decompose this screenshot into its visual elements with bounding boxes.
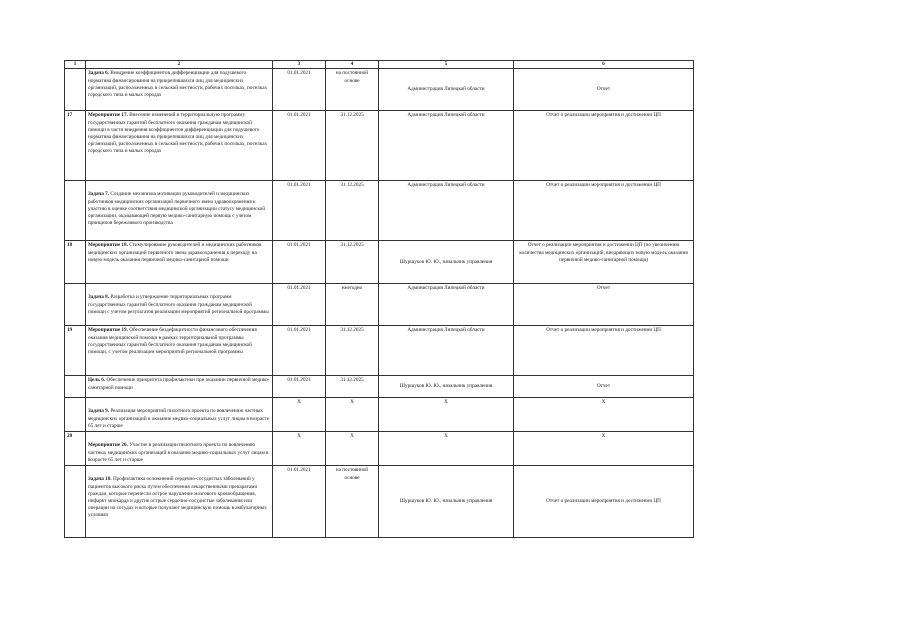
row-description: [86, 111, 273, 181]
row-number: [65, 376, 86, 398]
responsible: Администрация Липецкой области: [379, 284, 514, 326]
row-title: Задача 8.: [88, 294, 110, 301]
responsible: Шуршуков Ю. Ю., начальник управления: [379, 466, 514, 538]
responsible: Шуршуков Ю. Ю., начальник управления: [379, 241, 514, 284]
col-header-2: 2: [86, 61, 273, 69]
row-description: [86, 432, 273, 466]
row-title: Мероприятие 19.: [88, 327, 128, 334]
row-number: [65, 181, 86, 241]
table-row: [65, 376, 694, 398]
responsible: Шуршуков Ю. Ю., начальник управления: [379, 376, 514, 398]
table-row: [65, 466, 694, 538]
row-number: 17: [65, 111, 86, 181]
result: Отчет: [514, 376, 694, 398]
start-date: 01.01.2021: [273, 376, 326, 398]
table-row: [65, 241, 694, 284]
row-description: [86, 466, 273, 538]
row-description: [86, 398, 273, 432]
table-row: [65, 432, 694, 466]
row-title: Задача 7.: [88, 191, 110, 198]
row-number: [65, 398, 86, 432]
row-description: [86, 69, 273, 111]
row-number: [65, 284, 86, 326]
row-description: [86, 241, 273, 284]
responsible: Администрация Липецкой области: [379, 326, 514, 376]
end-date: 31.12.2025: [326, 376, 379, 398]
col-header-5: 5: [379, 61, 514, 69]
row-title: Мероприятие 17.: [88, 112, 128, 119]
end-date: 31.12.2025: [326, 111, 379, 181]
end-date: 31.12.2025: [326, 181, 379, 241]
result: Отчет о реализации мероприятия и достижении ЦП: [514, 326, 694, 376]
row-title: Задача 10.: [88, 476, 112, 483]
responsible: Х: [379, 398, 514, 432]
end-date: на постоянной основе: [326, 69, 379, 111]
table-row: [65, 284, 694, 326]
end-date: 31.12.2025: [326, 326, 379, 376]
col-header-1: 1: [65, 61, 86, 69]
start-date: 01.01.2021: [273, 284, 326, 326]
row-title: Мероприятие 18.: [88, 242, 128, 249]
row-text: Профилактика осложнений сердечно-сосудистых заболеваний у пациентов высокого риска путем обеспечения лекарственными препаратами граждан, которые перенесли острое нарушение мозгового кровообращения, инфаркт миокарда и другие острые сердечно-сосудистые заболевания или операции на сосудах и которые получают медицинскую помощь в амбулаторных условиях: [88, 476, 267, 519]
col-header-6: 6: [514, 61, 694, 69]
col-header-3: 3: [273, 61, 326, 69]
end-date: ежегодно: [326, 284, 379, 326]
row-number: [65, 69, 86, 111]
start-date: 01.01.2021: [273, 326, 326, 376]
row-title: Цель 6.: [88, 377, 106, 384]
responsible: Администрация Липецкой области: [379, 181, 514, 241]
row-description: [86, 181, 273, 241]
result: Отчет о реализации мероприятия и достижении ЦП: [514, 181, 694, 241]
row-text: Создание механизма мотивации руководителей и медицинских работников медицинских организаций первичного звена здравоохранения к участию в оценке соответствия медицинской организации статусу медицинской организации, оказывающей первую медико-санитарную помощь с учетом принципов бережливого производства: [88, 191, 265, 227]
result: Х: [514, 398, 694, 432]
table-row: [65, 326, 694, 376]
end-date: Х: [326, 432, 379, 466]
row-description: [86, 376, 273, 398]
end-date: на постоянной основе: [326, 466, 379, 538]
start-date: 01.01.2021: [273, 241, 326, 284]
result: Отчет: [514, 284, 694, 326]
result: Отчет о реализации мероприятия и достижении ЦП: [514, 111, 694, 181]
row-text: Разработка и утверждение территориальных программ государственных гарантий бесплатного оказания гражданам медицинской помощи с учетом результатов реализации мероприятий региональной программы: [88, 294, 269, 315]
col-header-4: 4: [326, 61, 379, 69]
row-number: [65, 466, 86, 538]
start-date: 01.01.2021: [273, 69, 326, 111]
result: Отчет: [514, 69, 694, 111]
end-date: Х: [326, 398, 379, 432]
table-row: [65, 181, 694, 241]
result: Отчет о реализации мероприятия и достижении ЦП: [514, 466, 694, 538]
table-row: [65, 398, 694, 432]
row-title: Мероприятие 20.: [88, 442, 128, 449]
end-date: 31.12.2025: [326, 241, 379, 284]
result: Отчет о реализации мероприятия и достижении ЦП (по увеличению количества медицинских организаций, внедряющих новую модель оказания первичной медико-санитарной помощи): [514, 241, 694, 284]
responsible: Администрация Липецкой области: [379, 111, 514, 181]
row-title: Задача 6.: [88, 70, 110, 77]
start-date: 01.01.2021: [273, 466, 326, 538]
start-date: Х: [273, 398, 326, 432]
result: Х: [514, 432, 694, 466]
row-text: Обеспечение приоритета профилактики при оказании первичной медико-санитарной помощи: [88, 377, 270, 391]
table-row: [65, 111, 694, 181]
start-date: 01.01.2021: [273, 181, 326, 241]
row-text: Стимулирование руководителей и медицинских работников медицинских организаций первичного звена здравоохранения к переходу на новую модель оказания первичной медико-санитарной помощи: [88, 242, 262, 263]
row-text: Внесение изменений в территориальную программу государственных гарантий бесплатного оказания гражданам медицинской помощи в части внедрения коэффициентов дифференциации для подушевого норматива финансирования на прикрепившихся лиц для медицинских организаций, расположенных в сельской местности, рабочих поселках, поселках городского типа и малых городах: [88, 112, 268, 155]
plan-table: [64, 60, 694, 538]
responsible: Администрация Липецкой области: [379, 69, 514, 111]
row-number: 19: [65, 326, 86, 376]
column-number-row: [65, 61, 694, 69]
row-title: Задача 9.: [88, 408, 110, 415]
start-date: Х: [273, 432, 326, 466]
row-text: Обеспечение бездефицитности финансового обеспечения оказания медицинской помощи в рамках территориальной программы государственных гарантий бесплатного оказания гражданам медицинской помощи, с учетом реализации мероприятий региональной программы: [88, 327, 257, 355]
row-text: Внедрение коэффициентов дифференциации для подушевого норматива финансирования на прикрепившихся лиц для медицинских организаций, расположенных в сельской местности, рабочих поселках, поселках городского типа и малых городах: [88, 70, 268, 98]
row-text: Реализация мероприятий пилотного проекта по вовлечению частных медицинских организаций в оказание медико-социальных услуг лицам в возрасте 65 лет и старше: [88, 408, 269, 429]
row-number: 20: [65, 432, 86, 466]
table-row: [65, 69, 694, 111]
row-description: [86, 326, 273, 376]
row-description: [86, 284, 273, 326]
start-date: 01.01.2021: [273, 111, 326, 181]
row-text: Участие в реализации пилотного проекта по вовлечению частных медицинских организаций в оказание медико-социальных услуг лицам в возрасте 65 лет и старше: [88, 442, 269, 463]
row-number: 18: [65, 241, 86, 284]
responsible: Х: [379, 432, 514, 466]
